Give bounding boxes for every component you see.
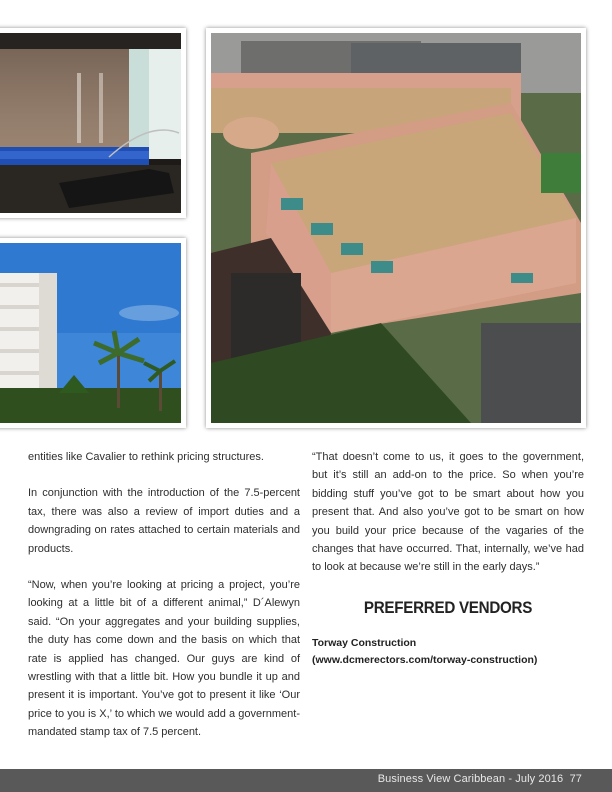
article-paragraph: In conjunction with the introduction of the 7.5-percent tax, there was also a review of import duties and a downgrading on rates attached to certain materials and products. bbox=[28, 487, 300, 555]
page-footer bbox=[0, 769, 612, 792]
aerial-building-photo bbox=[206, 28, 586, 428]
article-paragraph: entities like Cavalier to rethink pricing structures. bbox=[28, 451, 264, 463]
footer-text bbox=[378, 773, 582, 785]
article-paragraph: “Now, when you’re looking at pricing a project, you’re looking at a little bit of a different animal,” D´Alewyn said. “On your aggregates and your building supplies, the duty has come down and the basis on which that rate is applied has changed. Our guys are kind of wrestling with that a little bit. How you bundle it up and present it is important. You’ve got to present it like ‘Our price to you is X,’ to which we would add a government-mandated stamp tax of 7.5 percent. bbox=[28, 579, 300, 739]
vendor-name: Torway Construction bbox=[312, 637, 417, 650]
page-number: 77 bbox=[569, 773, 582, 785]
beachfront-condo-photo bbox=[0, 238, 186, 428]
article-column-right bbox=[312, 448, 584, 669]
vendor-link[interactable]: (www.dcmerectors.com/torway-construction) bbox=[312, 654, 538, 667]
article-column-left bbox=[28, 448, 300, 760]
section-heading: PREFERRED VENDORS bbox=[363, 598, 533, 617]
publication-info: Business View Caribbean - July 2016 bbox=[377, 773, 564, 785]
spa-pool-photo bbox=[0, 28, 186, 218]
article-paragraph: “That doesn’t come to us, it goes to the government, but it’s still an add-on to the price. So when you’re bidding stuff you’ve got to be smart about how you present that. And also you’ve got to be smart on how you build your price because of the vagaries of the changes that have occurred. That, internally, we’ve had to look at because we’re still in the early days.” bbox=[312, 451, 584, 574]
